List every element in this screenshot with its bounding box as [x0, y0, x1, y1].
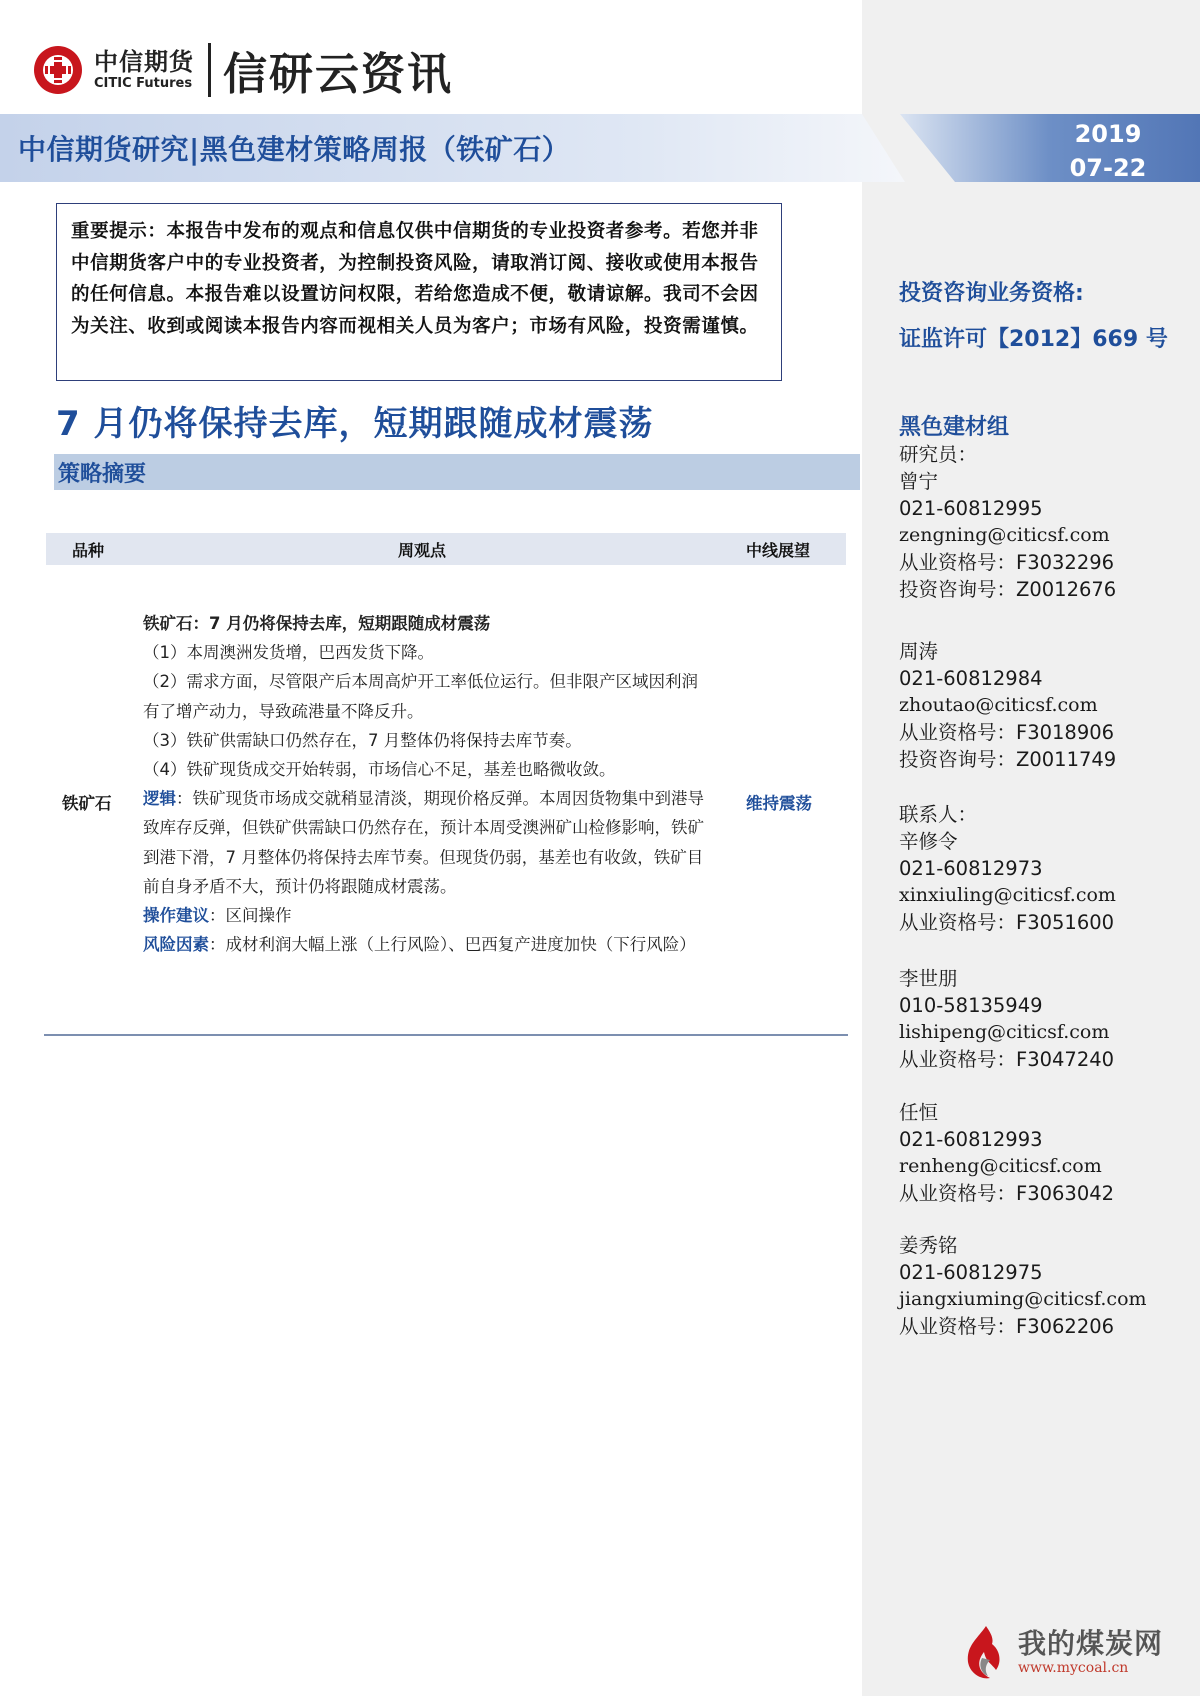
cell-outlook: 维持震荡: [746, 794, 812, 813]
contact-name: 李世朋: [899, 967, 958, 990]
contact-block-3: [899, 1099, 1114, 1207]
cell-weekly-view: [143, 609, 713, 959]
contact-cert: 从业资格号：F3047240: [899, 1048, 1115, 1071]
researcher-email[interactable]: zengning@citicsf.com: [899, 524, 1110, 546]
table-header-row: [46, 533, 846, 565]
view-risk: [143, 930, 713, 959]
researcher-invest-no: 投资咨询号：Z0012676: [899, 578, 1117, 601]
contact-name: 任恒: [899, 1101, 939, 1124]
view-point-1: （1）本周澳洲发货增，巴西发货下降。: [143, 643, 434, 663]
contact-email[interactable]: xinxiuling@citicsf.com: [899, 884, 1116, 906]
researcher-block-2: [899, 638, 1116, 773]
cell-variety: 铁矿石: [62, 794, 112, 813]
column-header-variety: 品种: [72, 540, 105, 560]
watermark-site-name: 我的煤炭网: [1018, 1627, 1164, 1660]
researcher-cert: 从业资格号：F3032296: [899, 551, 1115, 574]
contact-block-2: [899, 965, 1114, 1073]
report-series-title: 中信期货研究|黑色建材策略周报（铁矿石）: [18, 133, 571, 166]
logo-chinese-name: 中信期货: [94, 48, 194, 76]
view-point-4: （4）铁矿现货成交开始转弱，市场信心不足，基差也略微收敛。: [143, 760, 616, 780]
view-lead: 铁矿石：7 月仍将保持去库，短期跟随成材震荡: [143, 614, 491, 633]
researcher-phone: 021-60812995: [899, 497, 1043, 520]
contact-block-4: [899, 1232, 1147, 1340]
view-logic: [143, 784, 713, 901]
contact-cert: 从业资格号：F3062206: [899, 1315, 1115, 1338]
report-month-day: 07-22: [1069, 154, 1147, 182]
researcher-invest-no: 投资咨询号：Z0011749: [899, 748, 1117, 771]
contacts-block: [899, 801, 1116, 936]
logic-text: ：铁矿现货市场成交就稍显清淡，期现价格反弹。本周因货物集中到港导致库存反弹，但铁矿供需缺口仍然存在，预计本周受澳洲矿山检修影响，铁矿到港下滑，7 月整体仍将保持去库节奏。但现货仍弱，基差也有收敛，铁矿目前自身矛盾不大，预计仍将跟随成材震荡。: [143, 789, 704, 896]
contact-email[interactable]: jiangxiuming@citicsf.com: [899, 1288, 1147, 1310]
contact-name: 姜秀铭: [899, 1234, 958, 1257]
advice-text: ：区间操作: [209, 906, 292, 926]
header-logo: [32, 38, 453, 102]
contact-phone: 010-58135949: [899, 994, 1043, 1017]
view-point-3: （3）铁矿供需缺口仍然存在，7 月整体仍将保持去库节奏。: [143, 730, 582, 750]
researcher-email[interactable]: zhoutao@citicsf.com: [899, 694, 1098, 716]
important-notice-box: 重要提示：本报告中发布的观点和信息仅供中信期货的专业投资者参考。若您并非中信期货客户中的专业投资者，为控制投资风险，请取消订阅、接收或使用本报告的任何信息。本报告难以设置访问权限，若给您造成不便，敬请谅解。我司不会因为关注、收到或阅读本报告内容而视相关人员为客户；市场有风险，投资需谨慎。: [56, 203, 782, 381]
researcher-name: 曾宁: [899, 470, 939, 493]
researchers-block: [899, 441, 1116, 603]
contact-phone: 021-60812975: [899, 1261, 1043, 1284]
qualification-license: 证监许可【2012】669 号: [899, 327, 1168, 352]
contact-label: 联系人：: [899, 803, 978, 826]
team-name: 黑色建材组: [899, 415, 1010, 440]
brand-title: 信研云资讯: [223, 49, 453, 100]
researcher-name: 周涛: [899, 640, 939, 663]
contact-cert: 从业资格号：F3063042: [899, 1182, 1115, 1205]
column-header-weekly-view: 周观点: [398, 540, 447, 560]
logic-label: 逻辑: [143, 789, 176, 809]
view-point-2: （2）需求方面，尽管限产后本周高炉开工率低位运行。但非限产区域因利润有了增产动力，导致疏港量不降反升。: [143, 672, 698, 721]
view-advice: [143, 901, 713, 930]
contact-name: 辛修令: [899, 830, 958, 853]
logo-divider: [208, 43, 211, 97]
report-date: [1068, 117, 1148, 185]
section-header-bar: [54, 454, 860, 490]
risk-label: 风险因素: [143, 935, 209, 955]
column-header-midterm-outlook: 中线展望: [746, 540, 811, 560]
contact-cert: 从业资格号：F3051600: [899, 911, 1115, 934]
table-bottom-border: [44, 1034, 848, 1036]
citic-logo-icon: [32, 44, 84, 96]
contact-email[interactable]: renheng@citicsf.com: [899, 1155, 1102, 1177]
report-year: 2019: [1074, 120, 1142, 148]
site-watermark: [956, 1622, 1163, 1682]
researcher-phone: 021-60812984: [899, 667, 1043, 690]
flame-icon: [956, 1622, 1012, 1682]
contact-email[interactable]: lishipeng@citicsf.com: [899, 1021, 1110, 1043]
qualification-title: 投资咨询业务资格:: [899, 281, 1084, 306]
section-title: 策略摘要: [58, 462, 147, 487]
researcher-cert: 从业资格号：F3018906: [899, 721, 1115, 744]
researcher-label: 研究员：: [899, 443, 978, 466]
contact-phone: 021-60812993: [899, 1128, 1043, 1151]
contact-phone: 021-60812973: [899, 857, 1043, 880]
advice-label: 操作建议: [143, 906, 209, 926]
watermark-url: www.mycoal.cn: [1018, 1660, 1129, 1676]
report-headline: 7 月仍将保持去库，短期跟随成材震荡: [56, 404, 654, 444]
risk-text: ：成材利润大幅上涨（上行风险）、巴西复产进度加快（下行风险）: [209, 935, 696, 955]
logo-english-name: CITIC Futures: [94, 76, 193, 91]
